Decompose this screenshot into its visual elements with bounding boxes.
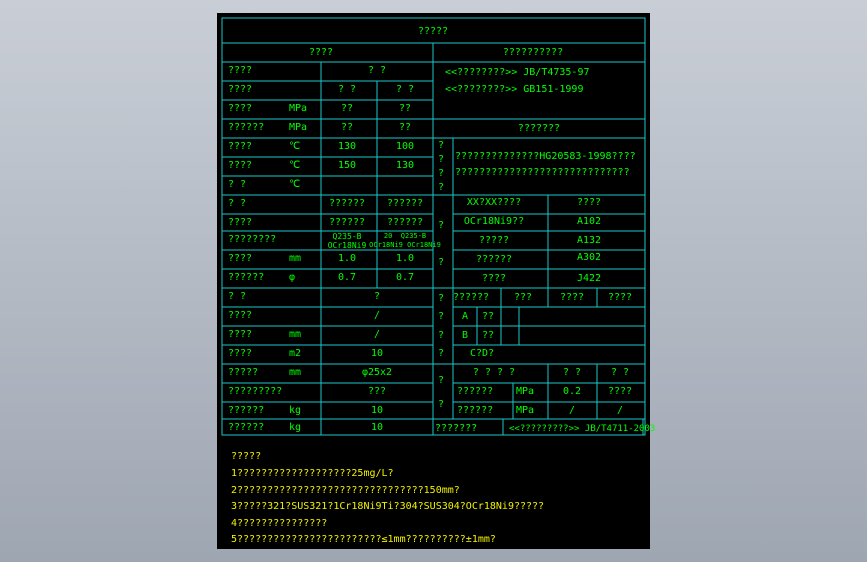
param-value: ? ?: [395, 84, 415, 95]
param-value: ? ?: [337, 84, 357, 95]
param-unit: ℃: [289, 141, 301, 152]
test-header: ??????: [452, 292, 490, 303]
note-line: 4???????????????: [231, 518, 328, 529]
param-value: 10: [370, 422, 384, 433]
weld-header: ????: [576, 197, 602, 208]
test-cell: A: [461, 311, 469, 322]
param-label: ?????: [228, 367, 259, 378]
weld-cell: OCr18Ni9??: [463, 216, 525, 227]
mark: ?: [437, 154, 445, 165]
weld-cell: A102: [576, 216, 602, 227]
mark: ?: [437, 220, 445, 231]
param-label: ??????: [228, 122, 265, 133]
pressure-header: ? ?: [562, 367, 582, 378]
param-label: ????: [228, 141, 253, 152]
param-unit: MPa: [289, 122, 308, 133]
param-value: ?: [373, 291, 381, 302]
param-value: 10: [370, 348, 384, 359]
pressure-label: ??????: [457, 405, 494, 416]
test-header: ???: [513, 292, 533, 303]
param-value: 10: [370, 405, 384, 416]
right-header: ??????????: [502, 47, 564, 58]
mark: ?: [437, 257, 445, 268]
param-unit: ℃: [289, 160, 301, 171]
param-value: ??????: [328, 198, 366, 209]
param-value: /: [373, 329, 381, 340]
notes-title: ?????: [231, 451, 262, 462]
mark: ?: [437, 293, 445, 304]
test-cell: ??: [481, 311, 495, 322]
remarks-heading: ???????: [517, 123, 561, 134]
weld-cell: A302: [576, 252, 602, 263]
param-value: 0.7: [395, 272, 415, 283]
param-label: ????: [228, 253, 253, 264]
param-unit: MPa: [289, 103, 308, 114]
param-value: ??: [340, 103, 354, 114]
mark: ?: [437, 330, 445, 341]
test-header: ????: [559, 292, 585, 303]
param-label: ????????: [228, 234, 277, 245]
remark-line: ?????????????????????????????: [455, 167, 630, 178]
param-value: 150: [337, 160, 357, 171]
mark: ?: [437, 168, 445, 179]
param-label: ????: [228, 329, 253, 340]
note-line: 2???????????????????????????????150mm?: [231, 485, 460, 496]
param-label: ????: [228, 160, 253, 171]
param-value: 1.0: [337, 253, 357, 264]
test-note: C?D?: [470, 348, 495, 359]
param-label: ????: [228, 103, 253, 114]
pressure-unit: MPa: [516, 405, 535, 416]
mark: ?: [437, 399, 445, 410]
test-cell: B: [461, 330, 469, 341]
param-value: 130: [395, 160, 415, 171]
param-label: ????: [228, 84, 253, 95]
param-unit: mm: [289, 253, 302, 264]
param-value: 100: [395, 141, 415, 152]
param-value: 1.0: [395, 253, 415, 264]
pressure-value: /: [616, 405, 624, 416]
test-cell: ??: [481, 330, 495, 341]
param-unit: φ: [289, 272, 296, 283]
param-unit: ℃: [289, 179, 301, 190]
pressure-label: ??????: [457, 386, 494, 397]
param-value: ??????: [386, 198, 424, 209]
weld-header: XX?XX????: [466, 197, 522, 208]
param-label: ?????????: [228, 386, 283, 397]
note-line: 1???????????????????25mg/L?: [231, 468, 394, 479]
param-unit: kg: [289, 422, 302, 433]
pressure-header: ? ? ? ?: [472, 367, 516, 378]
mark: ?: [437, 140, 445, 151]
param-value: Q235-B OCr18Ni9: [327, 232, 367, 250]
param-label: ? ?: [228, 179, 247, 190]
left-header: ????: [308, 47, 334, 58]
param-label: ????: [228, 310, 253, 321]
param-value: 130: [337, 141, 357, 152]
standard-1: <<????????>> JB/T4735-97: [445, 67, 590, 78]
pressure-unit: MPa: [516, 386, 535, 397]
remark-line: ??????????????HG20583-1998????: [455, 151, 636, 162]
param-value: /: [373, 310, 381, 321]
param-value: ??: [340, 122, 354, 133]
drawing-sheet: [217, 13, 656, 549]
mark: ?: [437, 375, 445, 386]
footer-standard: <<?????????>> JB/T4711-2003: [509, 424, 656, 434]
param-value: ??????: [328, 217, 366, 228]
param-label: ????: [228, 348, 253, 359]
footer-left: ???????: [435, 423, 478, 434]
standard-2: <<????????>> GB151-1999: [445, 84, 584, 95]
param-unit: kg: [289, 405, 302, 416]
pressure-value: ????: [607, 386, 633, 397]
param-unit: mm: [289, 367, 302, 378]
param-label: ??????: [228, 405, 265, 416]
param-label: ? ?: [228, 198, 247, 209]
param-label: ????: [228, 65, 253, 76]
weld-cell: ??????: [475, 254, 513, 265]
pressure-value: 0.2: [562, 386, 582, 397]
param-label: ????: [228, 217, 253, 228]
weld-cell: A132: [576, 235, 602, 246]
mark: ?: [437, 311, 445, 322]
pressure-value: /: [568, 405, 576, 416]
weld-cell: J422: [576, 273, 602, 284]
param-value: 20 Q235-B OCr18Ni9 OCr18Ni9: [369, 232, 441, 249]
mark: ?: [437, 348, 445, 359]
param-value: 0.7: [337, 272, 357, 283]
param-value: ??: [398, 122, 412, 133]
param-value: ???: [367, 386, 387, 397]
mark: ?: [437, 182, 445, 193]
param-label: ??????: [228, 422, 265, 433]
note-line: 5????????????????????????≤1mm??????????±1mm?: [231, 534, 496, 545]
test-header: ????: [607, 292, 633, 303]
pressure-header: ? ?: [610, 367, 630, 378]
param-value: φ25x2: [361, 367, 393, 378]
param-value: ??: [398, 103, 412, 114]
note-line: 3?????321?SUS321?1Cr18Ni9Ti?304?SUS304?OCr18Ni9?????: [231, 501, 545, 512]
param-value: ? ?: [367, 65, 387, 76]
param-label: ? ?: [228, 291, 247, 302]
param-unit: mm: [289, 329, 302, 340]
weld-cell: ????: [481, 273, 507, 284]
weld-cell: ?????: [478, 235, 510, 246]
param-value: ??????: [386, 217, 424, 228]
param-unit: m2: [289, 348, 302, 359]
param-label: ??????: [228, 272, 265, 283]
page-title: ?????: [417, 26, 449, 37]
